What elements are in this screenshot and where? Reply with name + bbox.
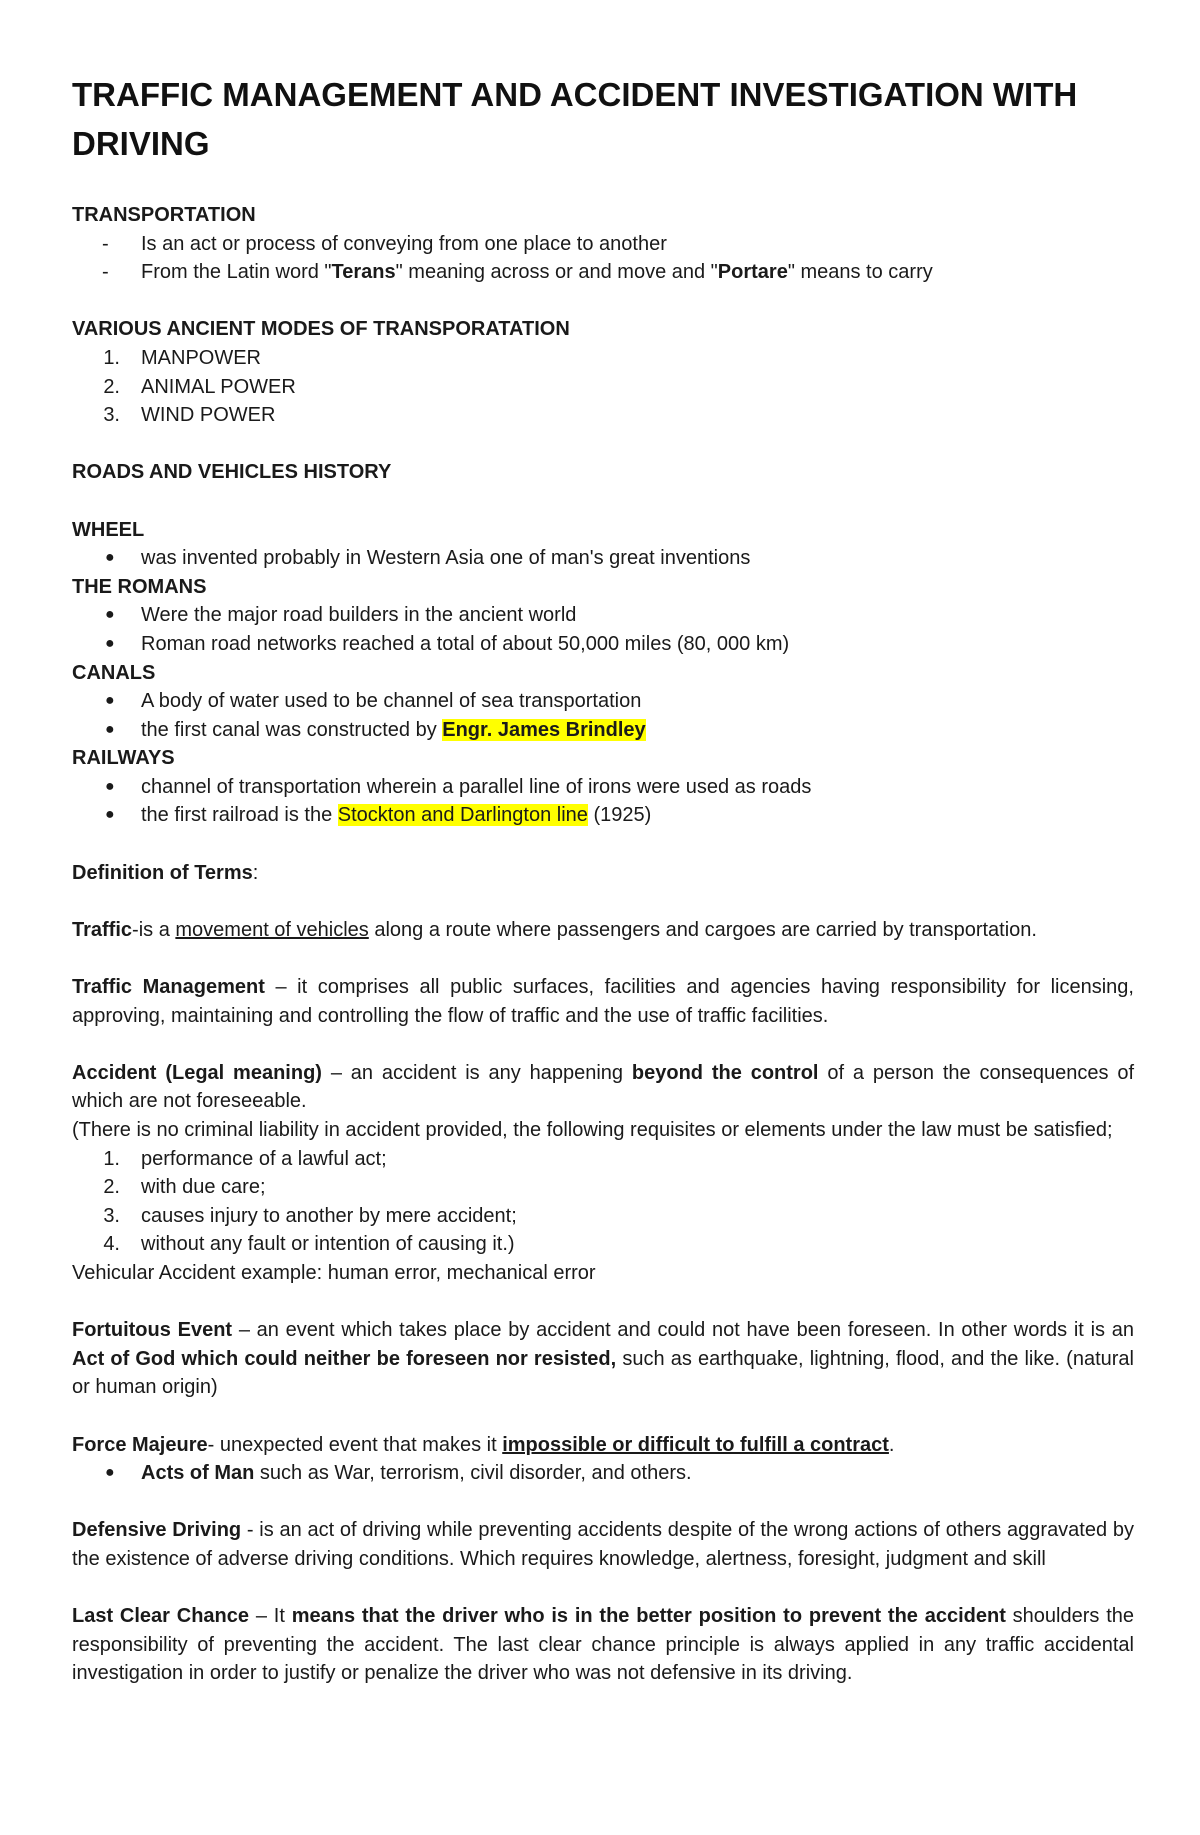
list-item: 2. with due care; [103,1176,266,1199]
document-page [72,70,1134,1688]
list-item: ● was invented probably in Western Asia one of man's great inventions [72,544,1134,573]
bullet-marker: ● [105,720,115,738]
term-terans: Terans [331,261,396,284]
list-item: 2. ANIMAL POWER [103,375,296,398]
bullet-marker: ● [105,777,115,795]
list-item: 1. MANPOWER [103,346,261,369]
bullet-marker: ● [105,1464,115,1482]
railways-list [72,773,1134,830]
accident-definition: Accident (Legal meaning) – an accident is any happening beyond the control of a person the consequences of which are not foreseeable. [72,1061,1135,1113]
list-item: ● Were the major road builders in the ancient world [72,601,1134,630]
list-item: ● Roman road networks reached a total of about 50,000 miles (80, 000 km) [72,630,1134,659]
railways-heading: RAILWAYS [72,747,175,770]
ancient-modes-heading: VARIOUS ANCIENT MODES OF TRANSPORATATION [72,318,570,341]
ancient-modes-list [72,344,1134,430]
definition-heading: Definition of Terms: [72,861,259,884]
list-item: 3. WIND POWER [103,404,276,427]
last-clear-chance-definition: Last Clear Chance – It means that the driver who is in the better position to prevent the accident shoulders the responsibility of preventing the accident. The last clear chance principle is always applied in any traffic accidental investigation in order to justify or penalize the driver who was not defensive in its driving. [72,1605,1135,1685]
defensive-driving-definition: Defensive Driving - is an act of driving while preventing accidents despite of the wrong actions of others aggravated by the existence of adverse driving conditions. Which requires knowledge, alertness, foresight, judgment and skill [72,1519,1134,1570]
list-item: 1. performance of a lawful act; [103,1147,387,1170]
traffic-management-definition: Traffic Management – it comprises all public surfaces, facilities and agencies having responsibility for licensing, approving, maintaining and controlling the flow of traffic and the use of traffic facilities. [72,976,1134,1027]
fortuitous-event-definition: Fortuitous Event – an event which takes place by accident and could not have been foreseen. In other words it is an Act of God which could neither be foreseen nor resisted, such as earthquake, lightning, flood, and the like. (natural or human origin) [72,1319,1134,1399]
wheel-heading: WHEEL [72,518,145,541]
dash-marker: - [102,261,109,284]
document-title: TRAFFIC MANAGEMENT AND ACCIDENT INVESTIGATION WITH DRIVING [72,76,1078,162]
canals-heading: CANALS [72,661,156,684]
force-majeure-definition: Force Majeure- unexpected event that makes it impossible or difficult to fulfill a contract. [72,1433,895,1456]
accident-requisites-list [72,1145,1134,1259]
list-item: 4. without any fault or intention of causing it.) [103,1233,515,1256]
bullet-marker: ● [105,634,115,652]
bullet-marker: ● [105,549,115,567]
bullet-marker: ● [105,806,115,824]
canals-list [72,687,1134,744]
accident-note: (There is no criminal liability in accident provided, the following requisites or elements under the law must be satisfied; [72,1119,1113,1141]
list-item: - From the Latin word "Terans" meaning across or and move and "Portare" means to carry [72,258,1134,287]
transportation-heading: TRANSPORTATION [72,204,256,226]
bullet-marker: ● [105,692,115,710]
list-item: ● A body of water used to be channel of sea transportation [72,687,1134,716]
romans-heading: THE ROMANS [72,575,207,598]
highlighted-brindley: Engr. James Brindley [442,718,646,741]
force-majeure-list [72,1459,1134,1488]
romans-list [72,601,1134,658]
list-item: - Is an act or process of conveying from one place to another [72,230,1134,259]
list-item: ● the first canal was constructed by Engr. James Brindley [72,716,1134,745]
roads-history-heading: ROADS AND VEHICLES HISTORY [72,461,392,484]
dash-marker: - [102,232,109,255]
highlighted-stockton-line: Stockton and Darlington line [337,804,588,827]
list-item: 3. causes injury to another by mere accident; [103,1204,517,1227]
term-portare: Portare [717,261,788,284]
wheel-list [72,544,1134,573]
transportation-list [72,230,1134,287]
vehicular-accident-example: Vehicular Accident example: human error, mechanical error [72,1261,596,1284]
list-item: ● Acts of Man such as War, terrorism, civil disorder, and others. [72,1459,1134,1488]
list-item: ● channel of transportation wherein a parallel line of irons were used as roads [72,773,1134,802]
list-item: ● the first railroad is the Stockton and Darlington line (1925) [72,801,1134,830]
bullet-marker: ● [105,606,115,624]
traffic-definition: Traffic-is a movement of vehicles along a route where passengers and cargoes are carried by transportation. [72,918,1037,941]
